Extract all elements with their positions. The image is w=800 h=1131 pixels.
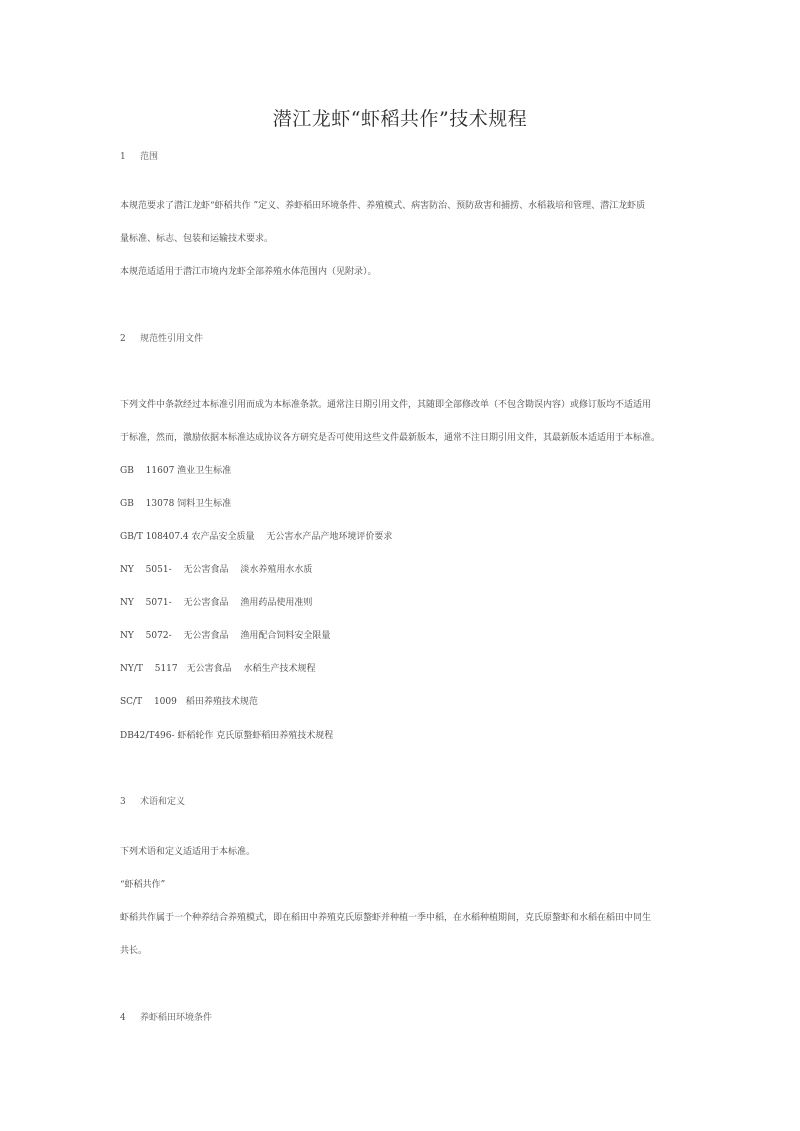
- section-heading-2: [120, 333, 203, 345]
- section-number: 3: [120, 797, 126, 807]
- paragraph-line: 本规范要求了潜江龙虾“虾稻共作 ”定义、养虾稻田环境条件、养殖模式、病害防治、预防敌害和捕捞、水稻栽培和管理、潜江龙虾质: [120, 201, 646, 211]
- reference-item: NY 5051- 无公害食品 淡水养殖用水水质: [120, 565, 313, 575]
- section-title: 规范性引用文件: [140, 334, 204, 344]
- section-number: 1: [120, 152, 126, 162]
- document-title: 潜江龙虾“虾稻共作”技术规程: [272, 108, 528, 130]
- section-title: 术语和定义: [140, 797, 186, 807]
- section-heading-3: [120, 796, 185, 808]
- paragraph-line: 共长。: [120, 946, 148, 956]
- section-number: 4: [120, 1013, 126, 1023]
- reference-item: GB/T 108407.4 农产品安全质量 无公害水产品产地环境评价要求: [120, 532, 393, 542]
- paragraph-line: 下列文件中条款经过本标准引用而成为本标准条款。通常注日期引用文件，其随即全部修改单（不包含勘误内容）或修订版均不适适用: [120, 400, 652, 410]
- section-heading-1: [120, 151, 158, 163]
- reference-item: NY 5071- 无公害食品 渔用药品使用准则: [120, 598, 313, 608]
- reference-item: NY/T 5117 无公害食品 水稻生产技术规程: [120, 664, 316, 674]
- reference-item: GB 11607 渔业卫生标准: [120, 466, 232, 476]
- reference-item: NY 5072- 无公害食品 渔用配合饲料安全限量: [120, 631, 331, 641]
- section-heading-4: [120, 1012, 212, 1024]
- section-title: 养虾稻田环境条件: [140, 1013, 213, 1023]
- term-title: “虾稻共作”: [120, 880, 166, 890]
- paragraph-line: 下列术语和定义适适用于本标准。: [120, 847, 256, 857]
- reference-item: GB 13078 饲料卫生标准: [120, 499, 232, 509]
- paragraph-line: 量标准、标志、包装和运输技术要求。: [120, 234, 274, 244]
- section-title: 范围: [140, 152, 159, 162]
- reference-item: SC/T 1009 稻田养殖技术规范: [120, 697, 258, 707]
- paragraph-line: 虾稻共作属于一个种养结合养殖模式，即在稻田中养殖克氏原螯虾并种植一季中稻，在水稻种植期间，克氏原螯虾和水稻在稻田中同生: [120, 913, 652, 923]
- reference-item: DB42/T496- 虾稻轮作 克氏原螯虾稻田养殖技术规程: [120, 731, 334, 741]
- paragraph-line: 本规范适适用于潜江市境内龙虾全部养殖水体范围内（见附录）。: [120, 267, 377, 277]
- paragraph-line: 于标准，然而，激励依据本标准达成协议各方研究是否可使用这些文件最新版本，通常不注日期引用文件，其最新版本适适用于本标准。: [120, 433, 661, 443]
- section-number: 2: [120, 334, 126, 344]
